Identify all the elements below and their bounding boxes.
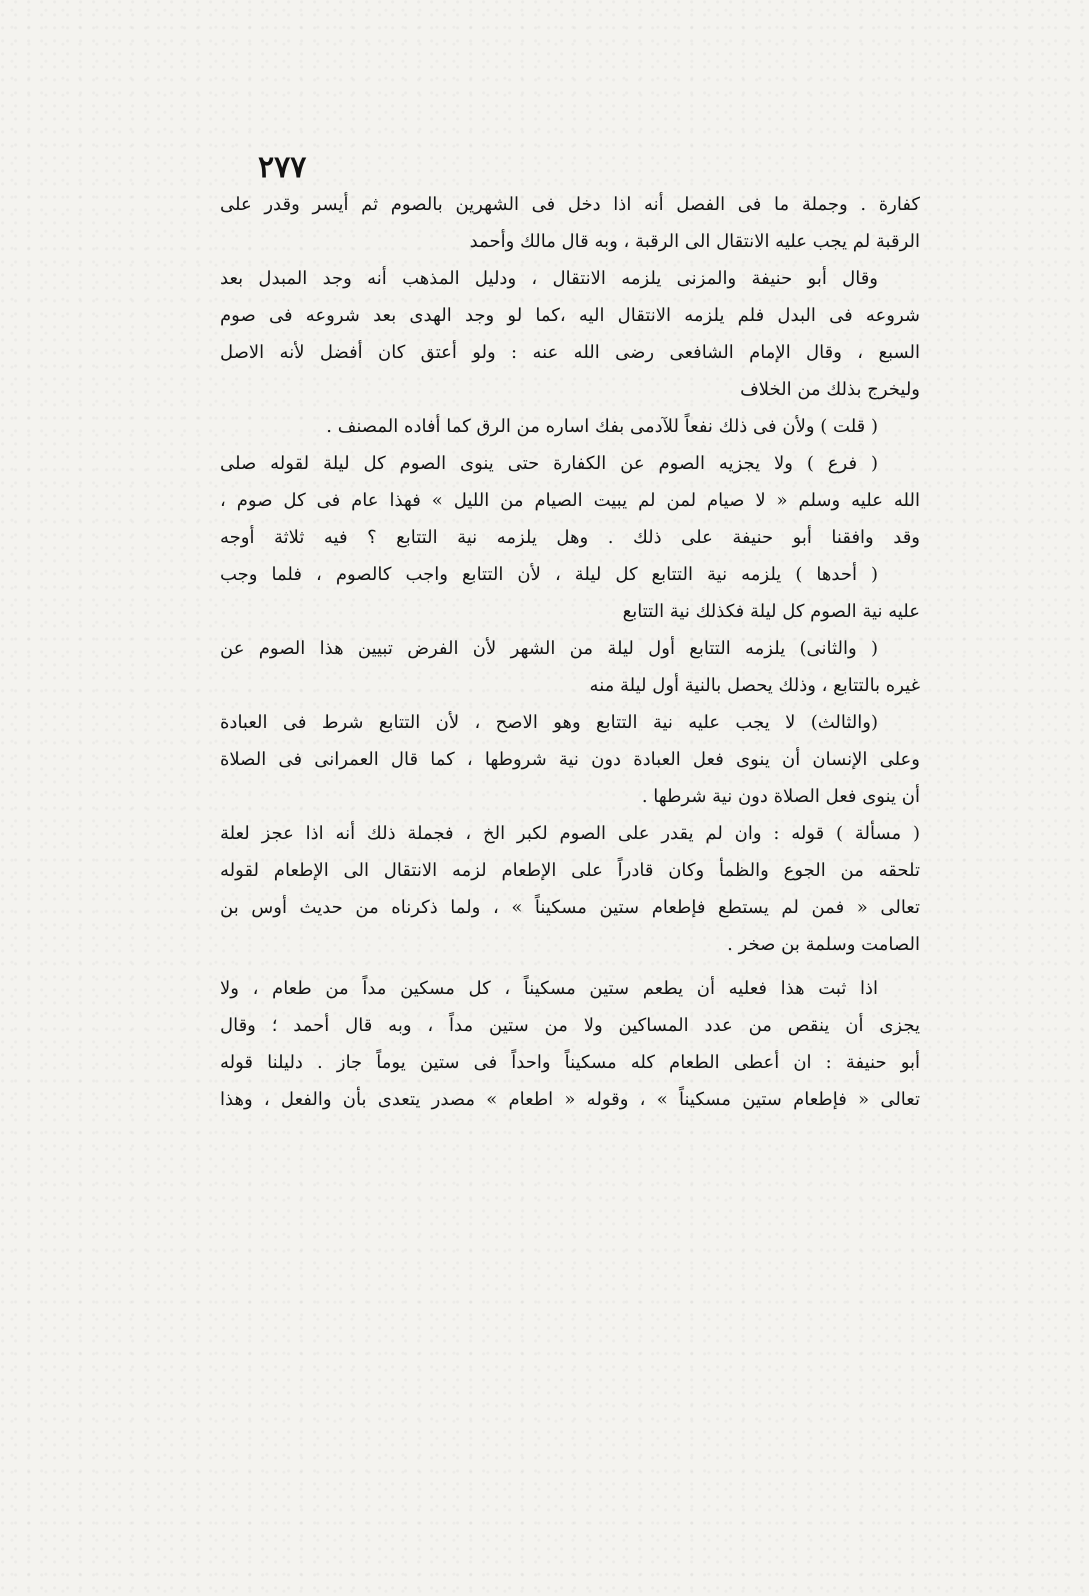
text-line: ( مسألة ) قوله : وان لم يقدر على الصوم لكبر الخ ، فجملة ذلك أنه اذا عجز لعلة [220, 823, 920, 844]
text-line: السبع ، وقال الإمام الشافعى رضى الله عنه : ولو أعتق كان أفضل لأنه الاصل [220, 342, 920, 363]
text-line: ( والثانى) يلزمه التتابع أول ليلة من الشهر لأن الفرض تبيين هذا الصوم عن [220, 638, 878, 659]
text-line: كفارة . وجملة ما فى الفصل أنه اذا دخل فى الشهرين بالصوم ثم أيسر وقدر على [220, 194, 920, 215]
text-line: أن ينوى فعل الصلاة دون نية شرطها . [641, 786, 920, 807]
text-line: شروعه فى البدل فلم يلزمه الانتقال اليه ،كما لو وجد الهدى بعد شروعه فى صوم [220, 305, 920, 326]
text-line: الرقبة لم يجب عليه الانتقال الى الرقبة ، وبه قال مالك وأحمد [469, 231, 920, 252]
text-line: تعالى « فمن لم يستطع فإطعام ستين مسكيناً » ، ولما ذكرناه من حديث أوس بن [220, 897, 920, 918]
text-line: ( فرع ) ولا يجزيه الصوم عن الكفارة حتى ينوى الصوم كل ليلة لقوله صلى [220, 453, 878, 474]
body-text [220, 186, 920, 1118]
text-line: ( قلت ) ولأن فى ذلك نفعاً للآدمى بفك اساره من الرق كما أفاده المصنف . [326, 416, 878, 437]
text-line: تعالى « فإطعام ستين مسكيناً » ، وقوله « اطعام » مصدر يتعدى بأن والفعل ، وهذا [220, 1089, 920, 1110]
text-line: (والثالث) لا يجب عليه نية التتابع وهو الاصح ، لأن التتابع شرط فى العبادة [220, 712, 878, 733]
text-line: الله عليه وسلم « لا صيام لمن لم يبيت الصيام من الليل » فهذا عام فى كل صوم ، [220, 490, 920, 511]
text-line: غيره بالتتابع ، وذلك يحصل بالنية أول ليلة منه [589, 675, 920, 696]
text-line: وقد وافقنا أبو حنيفة على ذلك . وهل يلزمه نية التتابع ؟ فيه ثلاثة أوجه [220, 527, 920, 548]
text-line: يجزى أن ينقص من عدد المساكين ولا من ستين مداً ، وبه قال أحمد ؛ وقال [220, 1015, 920, 1036]
text-line: أبو حنيفة : ان أعطى الطعام كله مسكيناً واحداً فى ستين يوماً جاز . دليلنا قوله [220, 1052, 920, 1073]
text-line: وقال أبو حنيفة والمزنى يلزمه الانتقال ، ودليل المذهب أنه وجد المبدل بعد [220, 268, 878, 289]
text-line: عليه نية الصوم كل ليلة فكذلك نية التتابع [622, 601, 920, 622]
text-line: ( أحدها ) يلزمه نية التتابع كل ليلة ، لأن التتابع واجب كالصوم ، فلما وجب [220, 564, 878, 585]
text-line: اذا ثبت هذا فعليه أن يطعم ستين مسكيناً ، كل مسكين مداً من طعام ، ولا [220, 978, 878, 999]
text-line: وعلى الإنسان أن ينوى فعل العبادة دون نية شروطها ، كما قال العمرانى فى الصلاة [220, 749, 920, 770]
text-line: تلحقه من الجوع والظمأ وكان قادراً على الإطعام لزمه الانتقال الى الإطعام لقوله [220, 860, 920, 881]
text-line: وليخرج بذلك من الخلاف [740, 379, 920, 400]
page-number: ٢٧٧ [258, 150, 307, 185]
paragraph-gap [220, 963, 920, 970]
text-line: الصامت وسلمة بن صخر . [727, 934, 920, 955]
